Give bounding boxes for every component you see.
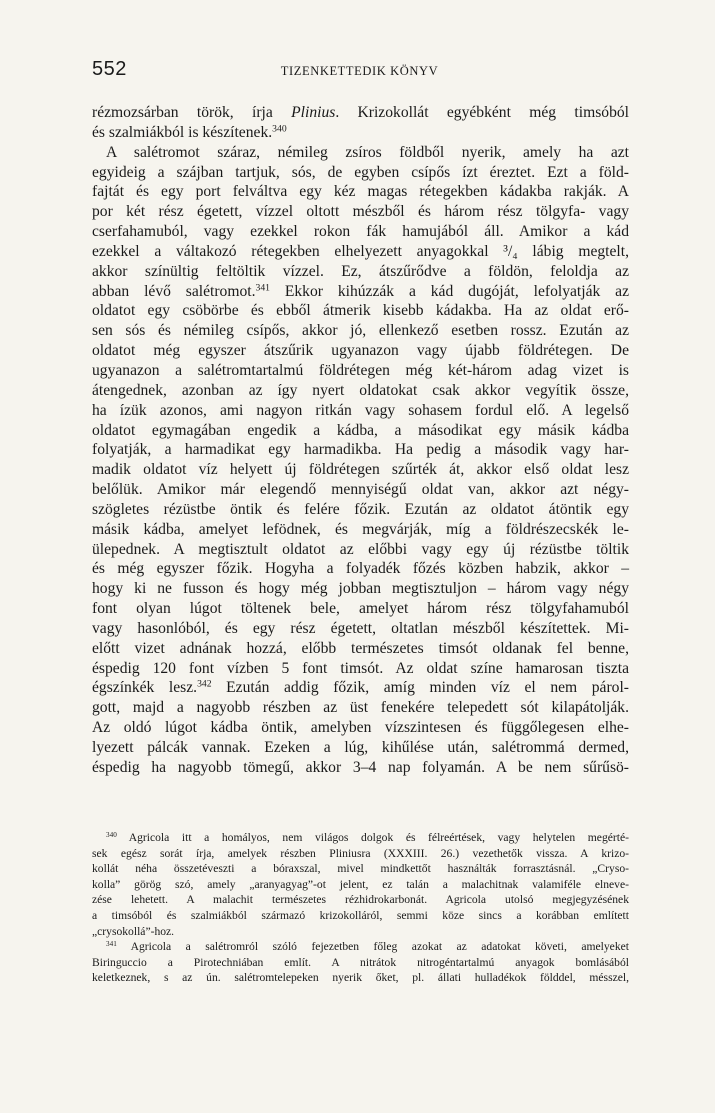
text-line: A salétromot száraz, némileg zsíros földből nyerik, amely ha azt: [106, 143, 629, 161]
footnote-line: zése lehetett. A malachit természetes rézhidrokarbonát. Agricola utolsó megjegyzésének: [92, 893, 629, 907]
text-line: éspedig 120 font vízben 5 font timsót. Az oldat színe hamarosan tiszta: [92, 659, 629, 677]
main-text: [92, 103, 629, 778]
text-line: ugyanazon a salétromtartalmú földrétegen még két-három adag vizet is: [92, 361, 629, 379]
footnote-line: kolla” görög szó, amely „aranyagyag”-ot jelent, ez talán a malachitnak valamiféle elneve-: [92, 877, 629, 891]
footnote-line: $^{340}$ Agricola itt a homályos, nem világos dolgok és félreértések, vagy helytelen megérté-: [106, 831, 629, 844]
page-header: [92, 58, 627, 88]
footnote-number-340: 340: [106, 831, 117, 840]
text-line: szögletes rézüstbe öntik és felére főzik. Ezután az oldatot átöntik egy: [92, 500, 629, 518]
text-line: ezekkel a váltakozó rétegekben elhelyezett anyagokkal ³/₄ lábig megtelt,: [92, 242, 629, 260]
text-line: rézmozsárban török, írja Plinius. Krizokollát egyébként még timsóból: [92, 104, 629, 121]
footnote-line: a timsóból és szalmiákból származó krizokolláról, semmi köze sincs a korábban említett: [92, 908, 629, 922]
text-line: akkor színültig feltöltik vízzel. Ez, átszűrődve a földön, feloldja az: [92, 262, 629, 280]
text-line: éspedig ha nagyobb tömegű, akkor 3–4 nap folyamán. A be nem sűrűsö-: [92, 758, 629, 776]
text-line: oldatot még egyszer átszűrik ugyanazon vagy újabb földrétegen. De: [92, 342, 629, 360]
footnote-line: kollát néha összetéveszti a bóraxszal, mivel mindkettőt használták forrasztásnál. „Cryso-: [92, 862, 629, 876]
footnote-line: „crysokollá”-hoz.: [92, 924, 175, 938]
text-line: sen sós és némileg csípős, akkor jó, ellenkező esetben rossz. Ezután az: [92, 322, 629, 340]
footnote-line: keletkeznek, s az ún. salétromtelepeken nyerik őket, pl. állati hulladékok földdel, mésszel,: [92, 971, 629, 985]
text-line: előtt vizet adnának hozzá, előbb természetes timsót oldanak fel benne,: [92, 639, 629, 657]
text-line: és még egyszer főzik. Hogyha a folyadék főzés közben habzik, akkor –: [92, 560, 629, 578]
text-line: gott, majd a nagyobb részben az üst fenekére telepedett sót kilapátolják.: [92, 699, 629, 717]
text-line: egyideig a szájban tartjuk, sós, de egyben csípős ízt éreztet. Ezt a föld-: [92, 163, 629, 181]
text-line: lyezett pálcák vannak. Ezeken a lúg, kihűlése után, salétrommá dermed,: [92, 739, 629, 756]
footnote-ref-342: 342: [197, 679, 212, 691]
running-head: TIZENKETTEDIK KÖNYV: [280, 64, 439, 78]
footnotes: [92, 830, 629, 986]
footnote-ref-341: 341: [255, 282, 270, 294]
text-line: vagy hasonlóból, és egy rész égetett, oltatlan mészből készítettek. Mi-: [92, 619, 629, 637]
text-line: folyatják, a harmadikat egy harmadikba. Ha pedig a második vagy har-: [92, 441, 629, 459]
text-line: por két rész égetett, vízzel oltott mészből és három rész tölgyfa- vagy: [92, 203, 629, 221]
text-line: hogy ki ne fusson és hogy még jobban megtisztuljon – három vagy négy: [92, 580, 629, 598]
footnote-line: Biringuccio a Pirotechniában említ. A nitrátok nitrogéntartalmú anyagok bomlásából: [92, 955, 629, 969]
author-name-italic: Plinius: [291, 104, 336, 121]
page-number: 552: [92, 58, 127, 80]
text-line: fajtát és egy port felváltva egy kéz magas rétegekben kádakba rakják. A: [92, 183, 629, 201]
footnote-line: $^{341}$ Agricola a salétromról szóló fejezetben főleg azokat az adatokat követi, amelyeket: [106, 940, 629, 954]
footnote-number-341: 341: [106, 940, 117, 949]
text-line: Az oldó lúgot kádba öntik, amelyben vízszintesen és függőlegesen elhe-: [92, 719, 629, 737]
text-line: ülepednek. A megtisztult oldatot az előbbi vagy egy új rézüstbe töltik: [92, 540, 629, 558]
text-line: abban lévő salétromot.$^{341}$ Ekkor kihúzzák a kád dugóját, lefolyatják az: [92, 282, 629, 300]
text-line: font olyan lúgot töltenek bele, amelyet három rész tölgyfahamuból: [92, 600, 629, 618]
text-line: madik oldatot víz helyett új földrétegen szűrték át, akkor első oldat lesz: [92, 461, 629, 479]
text-line: másik kádba, amelyet lefödnek, és megvárják, míg a földrészecskék le-: [92, 520, 629, 538]
text-line: átengednek, azonban az így nyert oldatokat csak akkor vegyítik össze,: [92, 381, 629, 399]
text-line: belőlük. Amikor már elegendő mennyiségű oldat van, akkor azt négy-: [92, 481, 629, 499]
footnote-ref-340: 340: [272, 123, 287, 135]
text-line: és szalmiákból is készítenek.$^{340}$: [92, 123, 287, 141]
text-line: cserfahamuból, vagy ezekkel rokon fák hamujából áll. Amikor a kád: [92, 223, 629, 241]
text-line: oldatot egymagában engedik a kádba, a másodikat egy másik kádba: [92, 421, 629, 439]
text-line: égszínkék lesz.$^{342}$ Ezután addig főzik, amíg minden víz el nem párol-: [92, 679, 629, 697]
text-line: ha ízük azonos, ami nagyon ritkán vagy sohasem fordul elő. A legelső: [92, 401, 629, 419]
text-line: oldatot egy csöbörbe és ebből átmerik kisebb kádakba. Ha az oldat erő-: [92, 302, 629, 320]
footnote-line: sek egész sorát írja, amelyek részben Pliniusra (XXXIII. 26.) vezethetők vissza. A krizo-: [92, 846, 629, 860]
